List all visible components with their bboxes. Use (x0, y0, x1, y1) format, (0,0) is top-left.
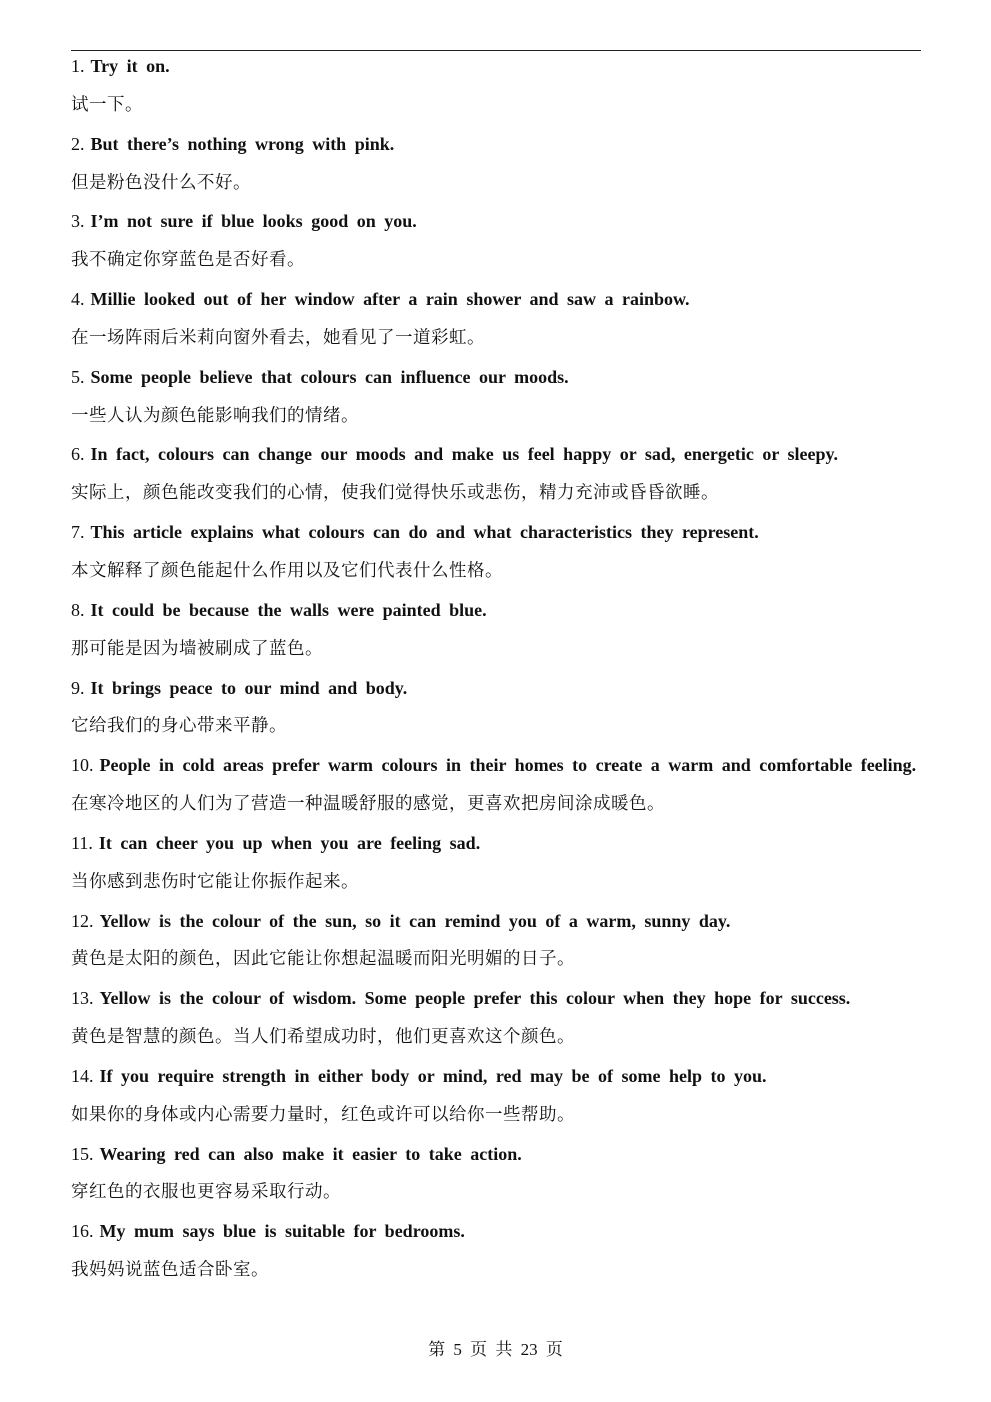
english-text: In fact, colours can change our moods and make us feel happy or sad, energetic or sleepy. (90, 444, 839, 465)
item-number: 16. (71, 1221, 94, 1242)
english-text: But there’s nothing wrong with pink. (90, 133, 395, 154)
sentence-item (71, 1057, 923, 1135)
sentence-item (71, 979, 923, 1057)
sentence-item (71, 280, 923, 358)
english-sentence (71, 280, 923, 319)
english-sentence (71, 591, 923, 630)
english-sentence (71, 902, 923, 941)
english-text: It brings peace to our mind and body. (90, 677, 408, 698)
sentence-item (71, 202, 923, 280)
sentence-item (71, 1135, 923, 1213)
sentence-item (71, 125, 923, 203)
sentence-item (71, 1212, 923, 1290)
english-sentence (71, 125, 923, 164)
chinese-translation: 我不确定你穿蓝色是否好看。 (71, 250, 305, 271)
chinese-translation: 本文解释了颜色能起什么作用以及它们代表什么性格。 (71, 560, 503, 581)
item-number: 3. (71, 211, 85, 232)
item-number: 14. (71, 1065, 94, 1086)
item-number: 9. (71, 677, 85, 698)
english-sentence (71, 1135, 923, 1174)
page-footer: 第 5 页 共 23 页 (428, 1340, 563, 1359)
chinese-translation: 黄色是智慧的颜色。当人们希望成功时，他们更喜欢这个颜色。 (71, 1027, 575, 1048)
chinese-translation: 在寒冷地区的人们为了营造一种温暖舒服的感觉，更喜欢把房间涂成暖色。 (71, 794, 665, 815)
english-text: Some people believe that colours can influence our moods. (90, 366, 569, 387)
chinese-translation: 但是粉色没什么不好。 (71, 172, 251, 193)
item-number: 7. (71, 522, 85, 543)
english-sentence (71, 358, 923, 397)
item-number: 13. (71, 988, 94, 1009)
sentence-item (71, 435, 923, 513)
sentence-item (71, 824, 923, 902)
english-text: People in cold areas prefer warm colours in their homes to create a warm and comfortable feeling. (99, 755, 917, 776)
english-text: Millie looked out of her window after a rain shower and saw a rainbow. (90, 289, 690, 310)
english-text: I’m not sure if blue looks good on you. (90, 211, 417, 232)
chinese-translation: 我妈妈说蓝色适合卧室。 (71, 1260, 269, 1281)
item-number: 5. (71, 366, 85, 387)
english-sentence (71, 435, 923, 474)
chinese-translation: 试一下。 (71, 94, 143, 115)
item-number: 6. (71, 444, 85, 465)
english-sentence (71, 47, 923, 86)
sentence-item (71, 669, 923, 747)
sentence-item (71, 513, 923, 591)
chinese-translation: 实际上，颜色能改变我们的心情，使我们觉得快乐或悲伤，精力充沛或昏昏欲睡。 (71, 483, 719, 504)
english-text: Yellow is the colour of the sun, so it can remind you of a warm, sunny day. (99, 910, 731, 931)
english-text: If you require strength in either body or mind, red may be of some help to you. (99, 1065, 767, 1086)
chinese-translation: 如果你的身体或内心需要力量时，红色或许可以给你一些帮助。 (71, 1104, 575, 1125)
sentence-item (71, 591, 923, 669)
sentence-item (71, 47, 923, 125)
chinese-translation: 它给我们的身心带来平静。 (71, 716, 287, 737)
english-sentence (71, 979, 923, 1018)
chinese-translation: 黄色是太阳的颜色，因此它能让你想起温暖而阳光明媚的日子。 (71, 949, 575, 970)
item-number: 12. (71, 910, 94, 931)
item-number: 11. (71, 832, 93, 853)
english-text: My mum says blue is suitable for bedrooms. (99, 1221, 465, 1242)
sentence-item (71, 902, 923, 980)
english-sentence (71, 202, 923, 241)
item-number: 1. (71, 56, 85, 76)
english-sentence (71, 824, 923, 863)
item-number: 8. (71, 599, 85, 620)
english-text: It can cheer you up when you are feeling sad. (98, 832, 481, 853)
sentence-list (71, 47, 923, 1290)
chinese-translation: 穿红色的衣服也更容易采取行动。 (71, 1182, 341, 1203)
item-number: 2. (71, 133, 85, 154)
english-sentence (71, 1057, 923, 1096)
english-sentence (71, 1212, 923, 1251)
chinese-translation: 当你感到悲伤时它能让你振作起来。 (71, 871, 359, 892)
chinese-translation: 在一场阵雨后米莉向窗外看去，她看见了一道彩虹。 (71, 327, 485, 348)
english-sentence (71, 746, 923, 785)
english-text: It could be because the walls were painted blue. (90, 599, 487, 620)
sentence-item (71, 746, 923, 824)
chinese-translation: 那可能是因为墙被刷成了蓝色。 (71, 638, 323, 659)
english-text: Try it on. (90, 56, 170, 76)
item-number: 10. (71, 755, 94, 776)
english-text: This article explains what colours can do and what characteristics they represent. (90, 522, 759, 543)
english-text: Wearing red can also make it easier to take action. (99, 1143, 522, 1164)
english-text: Yellow is the colour of wisdom. Some people prefer this colour when they hope for success. (99, 988, 851, 1009)
english-sentence (71, 513, 923, 552)
sentence-item (71, 358, 923, 436)
item-number: 4. (71, 289, 85, 310)
item-number: 15. (71, 1143, 94, 1164)
chinese-translation: 一些人认为颜色能影响我们的情绪。 (71, 405, 359, 426)
english-sentence (71, 669, 923, 708)
